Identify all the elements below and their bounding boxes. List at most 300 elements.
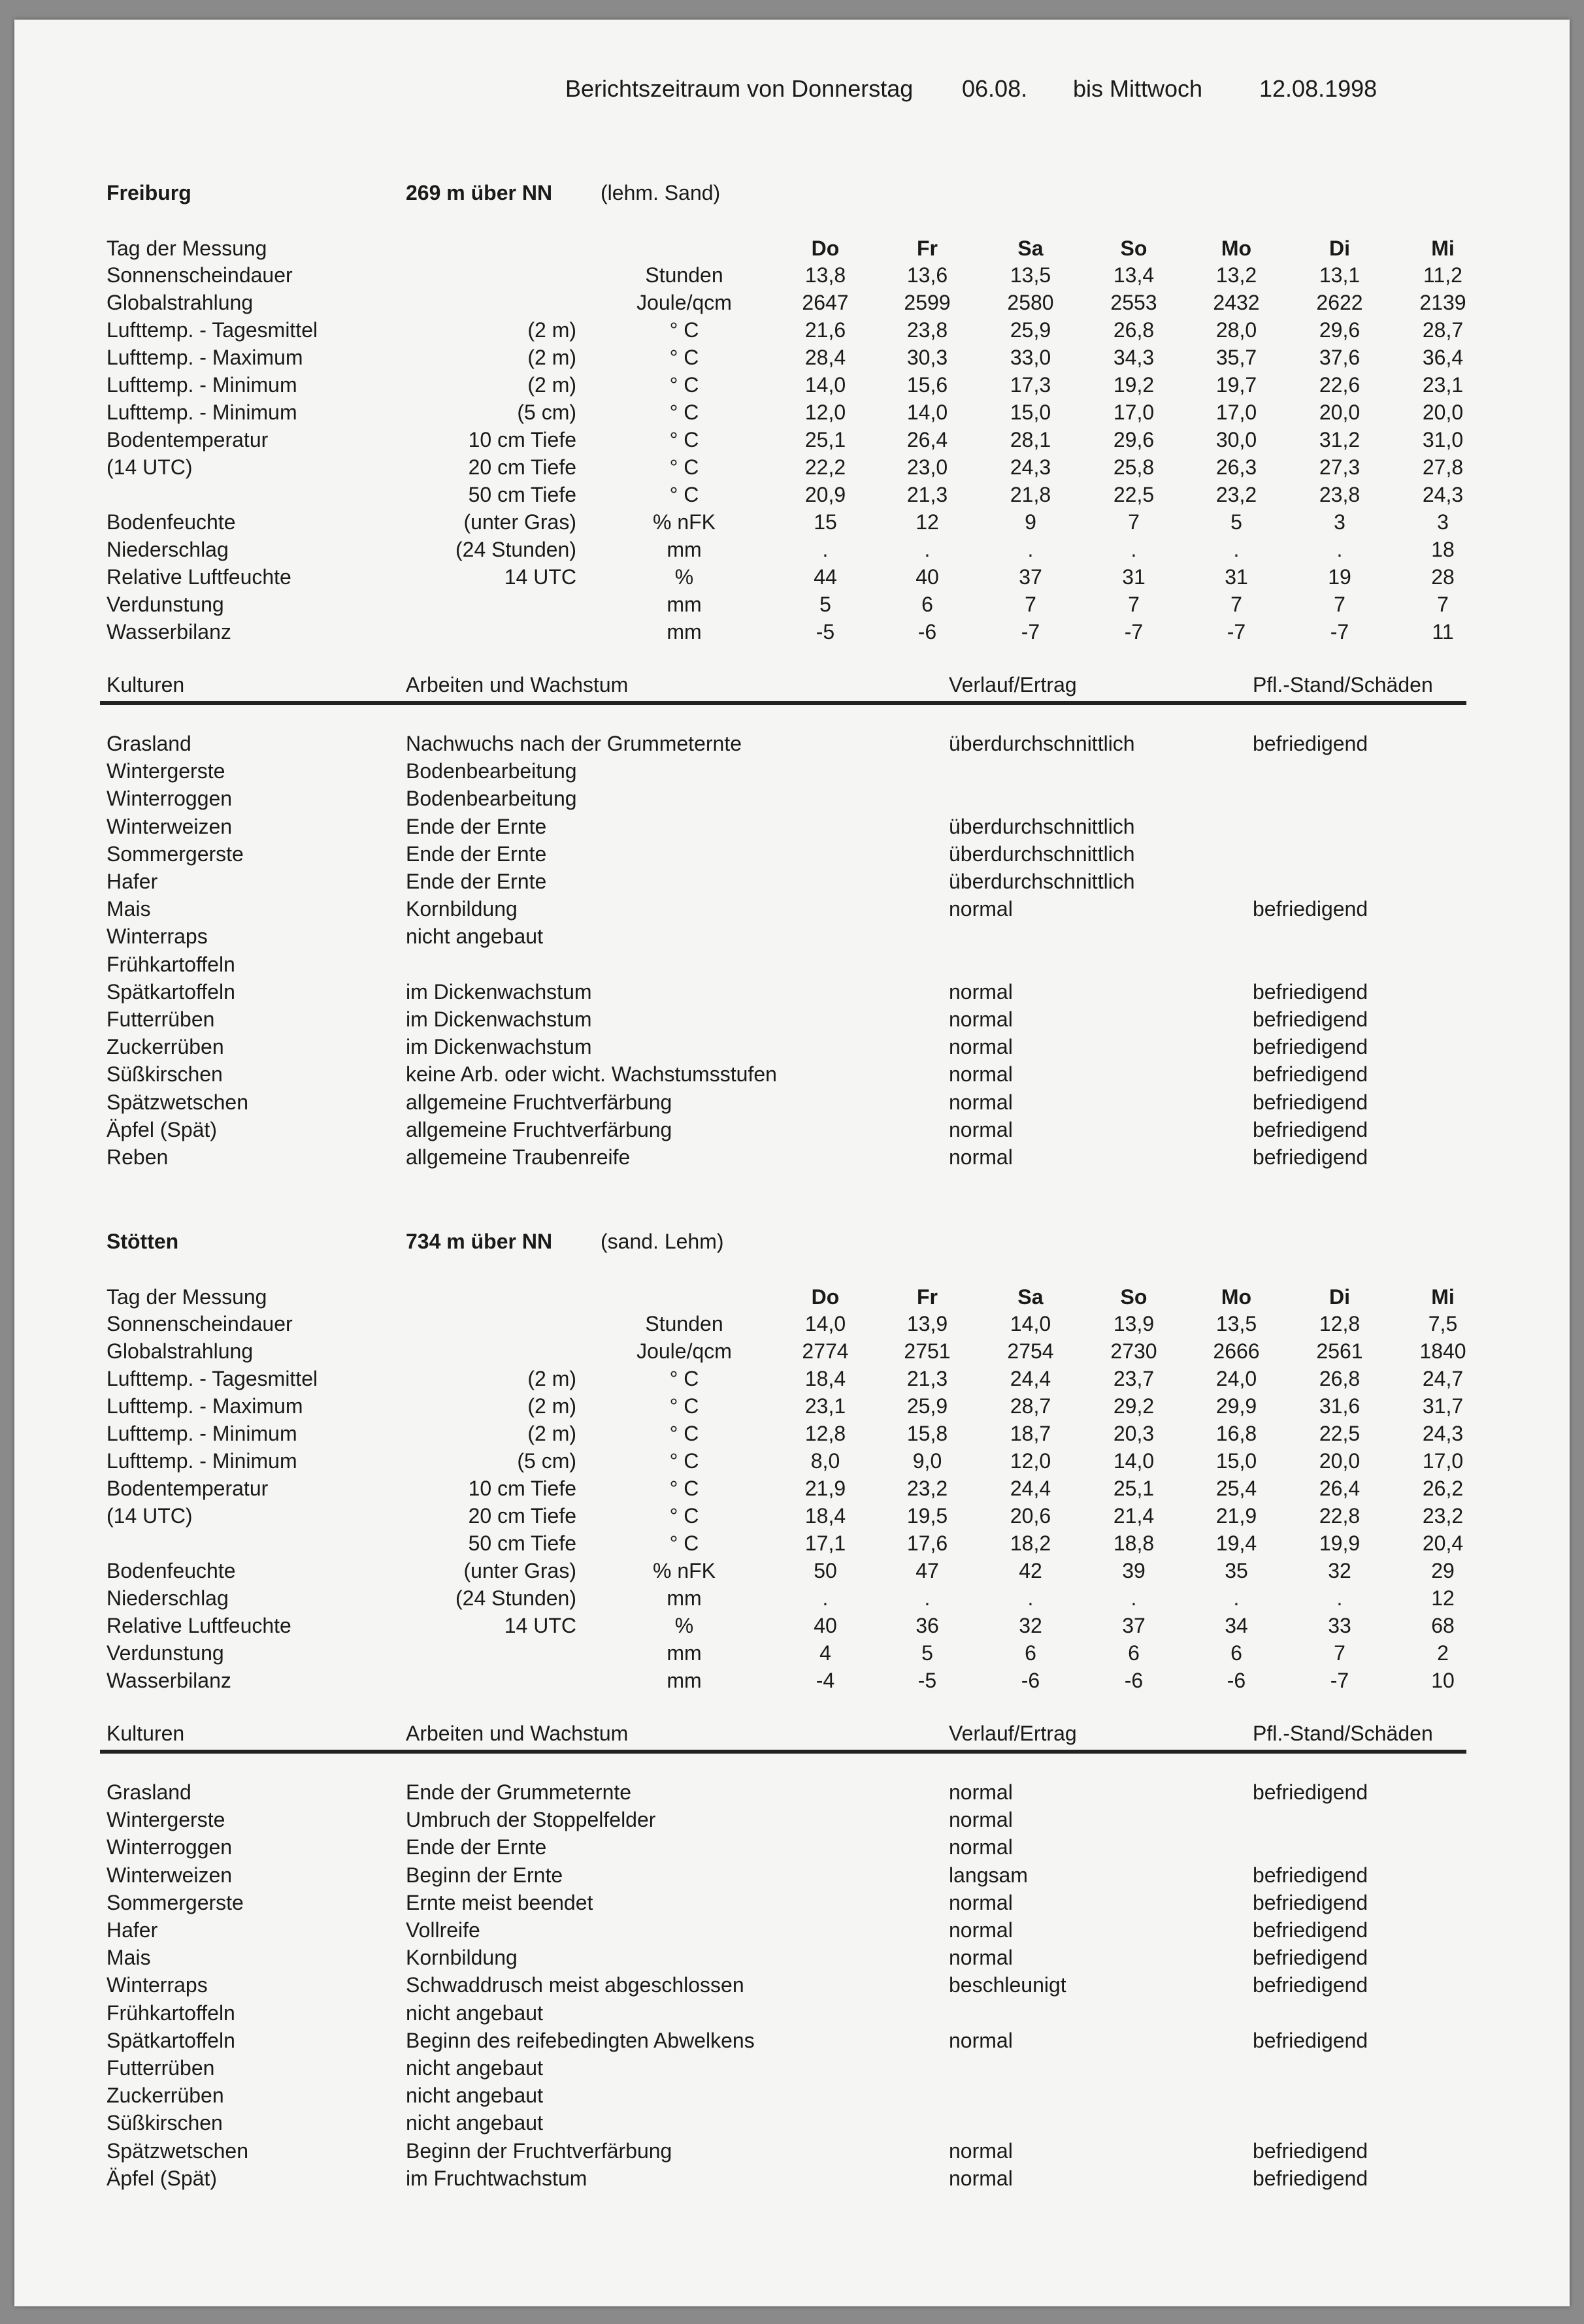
weather-value: 22,5	[1319, 1422, 1361, 1445]
crops-header-kulturen: Kulturen	[107, 673, 185, 696]
weather-value: -7	[1330, 1669, 1349, 1692]
weather-value: 12,0	[804, 401, 846, 424]
weather-row-unit: % nFK	[652, 1559, 716, 1582]
weather-value: 2774	[802, 1339, 849, 1363]
crop-name: Reben	[107, 1145, 169, 1169]
weather-value: 24,0	[1215, 1367, 1257, 1390]
weather-row-unit: ° C	[669, 1422, 699, 1445]
weather-row-sub: (24 Stunden)	[455, 1586, 576, 1610]
weather-value: -7	[1021, 620, 1040, 644]
weather-value: 19,7	[1215, 373, 1257, 397]
weather-value: 2	[1437, 1641, 1449, 1665]
weather-value: 13,1	[1319, 263, 1361, 287]
weather-value: -7	[1330, 620, 1349, 644]
weather-value: 2561	[1316, 1339, 1363, 1363]
weather-row-sub: (24 Stunden)	[455, 538, 576, 561]
crop-name: Spätkartoffeln	[107, 2028, 235, 2052]
weather-row-unit: ° C	[669, 1449, 699, 1473]
weather-row-unit: ° C	[669, 1504, 699, 1528]
weather-row-sub: (2 m)	[527, 373, 576, 397]
station-elevation: 269 m über NN	[406, 181, 553, 205]
day-header: Di	[1329, 237, 1350, 260]
crop-work: Ende der Ernte	[406, 870, 547, 893]
weather-row-label: Verdunstung	[107, 593, 224, 616]
weather-value: 24,4	[1010, 1367, 1051, 1390]
weather-value: -6	[1227, 1669, 1246, 1692]
end-label: bis Mittwoch	[1073, 75, 1203, 102]
weather-row-label: Niederschlag	[107, 538, 229, 561]
crop-work: im Dickenwachstum	[406, 1035, 592, 1059]
crop-name: Hafer	[107, 1918, 158, 1942]
weather-value: 24,4	[1010, 1477, 1051, 1500]
weather-value: .	[924, 1586, 931, 1610]
weather-value: 17,0	[1215, 401, 1257, 424]
station-name: Stötten	[107, 1230, 179, 1253]
weather-value: 22,2	[804, 455, 846, 479]
crop-name: Mais	[107, 897, 151, 921]
crop-state: befriedigend	[1253, 1890, 1368, 1914]
weather-value: 34,3	[1113, 346, 1155, 369]
station-freiburg	[14, 160, 1570, 1169]
weather-value: 23,1	[804, 1394, 846, 1418]
weather-row-unit: mm	[667, 1641, 702, 1665]
weather-value: 2139	[1419, 291, 1466, 314]
crop-work: im Dickenwachstum	[406, 979, 592, 1004]
weather-value: 18,8	[1113, 1531, 1155, 1555]
weather-value: 21,3	[906, 483, 948, 506]
day-header: Mo	[1221, 1285, 1252, 1309]
weather-value: 50	[814, 1559, 837, 1582]
crop-name: Äpfel (Spät)	[107, 1117, 217, 1141]
crop-course: überdurchschnittlich	[949, 814, 1135, 838]
weather-value: 2580	[1007, 291, 1054, 314]
weather-value: 27,8	[1422, 455, 1464, 479]
weather-value: 25,9	[906, 1394, 948, 1418]
crop-course: überdurchschnittlich	[949, 732, 1135, 755]
weather-value: -5	[917, 1669, 937, 1692]
weather-row-unit: ° C	[669, 1367, 699, 1390]
weather-value: 23,8	[906, 318, 948, 342]
weather-row-sub: 14 UTC	[504, 565, 576, 589]
weather-value: 21,4	[1113, 1504, 1155, 1528]
weather-row-unit: %	[674, 1614, 694, 1637]
weather-value: 8,0	[810, 1449, 840, 1473]
weather-row-unit: ° C	[669, 1477, 699, 1500]
weather-value: 20,4	[1422, 1531, 1464, 1555]
crop-state: befriedigend	[1253, 1973, 1368, 1997]
weather-value: 35	[1225, 1559, 1248, 1582]
crop-work: allgemeine Fruchtverfärbung	[406, 1117, 672, 1141]
weather-value: 40	[814, 1614, 837, 1637]
weather-row-label: Lufttemp. - Maximum	[107, 346, 303, 369]
weather-value: 28,7	[1010, 1394, 1051, 1418]
weather-value: 9,0	[912, 1449, 942, 1473]
crop-name: Wintergerste	[107, 1808, 225, 1832]
weather-value: 36,4	[1422, 346, 1464, 369]
day-header: Mi	[1431, 237, 1455, 260]
weather-row-unit: mm	[667, 593, 702, 616]
crop-work: nicht angebaut	[406, 2111, 543, 2135]
weather-value: 2599	[904, 291, 951, 314]
weather-value: 18,4	[804, 1367, 846, 1390]
weather-value: .	[1027, 538, 1034, 561]
weather-row-unit: mm	[667, 1586, 702, 1610]
weather-value: 23,1	[1422, 373, 1464, 397]
weather-row-label: (14 UTC)	[107, 455, 193, 479]
weather-value: 44	[814, 565, 837, 589]
crop-state: befriedigend	[1253, 1035, 1368, 1059]
crop-work: allgemeine Traubenreife	[406, 1145, 631, 1169]
weather-row-unit: Stunden	[645, 263, 723, 287]
weather-value: 28,4	[804, 346, 846, 369]
weather-row-sub: 20 cm Tiefe	[468, 1504, 576, 1528]
weather-value: 36	[916, 1614, 939, 1637]
crops-header-kulturen: Kulturen	[107, 1722, 185, 1745]
weather-row-unit: %	[674, 565, 694, 589]
station-stoetten	[14, 1209, 1570, 2215]
weather-value: .	[1130, 538, 1137, 561]
crop-course: normal	[949, 1835, 1013, 1859]
weather-row-label: Relative Luftfeuchte	[107, 565, 291, 589]
crop-name: Zuckerrüben	[107, 2084, 224, 2108]
weather-value: 21,8	[1010, 483, 1051, 506]
day-header: Do	[811, 237, 840, 260]
crop-state: befriedigend	[1253, 1918, 1368, 1942]
weather-value: 24,7	[1422, 1367, 1464, 1390]
weather-value: 21,9	[804, 1477, 846, 1500]
crop-work: Vollreife	[406, 1918, 480, 1942]
crop-name: Frühkartoffeln	[107, 2001, 235, 2025]
weather-row-unit: mm	[667, 1669, 702, 1692]
crop-course: normal	[949, 1890, 1013, 1914]
crop-work: im Dickenwachstum	[406, 1007, 592, 1031]
weather-row-sub: 14 UTC	[504, 1614, 576, 1637]
weather-value: 31	[1122, 565, 1146, 589]
weather-value: 42	[1019, 1559, 1042, 1582]
weather-row-label: Bodenfeuchte	[107, 1559, 236, 1582]
weather-value: 2622	[1316, 291, 1363, 314]
crop-work: Ende der Ernte	[406, 1835, 547, 1859]
weather-row-label: Sonnenscheindauer	[107, 1312, 293, 1335]
crops-header-verlauf: Verlauf/Ertrag	[949, 673, 1077, 696]
crop-state: befriedigend	[1253, 1145, 1368, 1169]
weather-row-label: Lufttemp. - Minimum	[107, 401, 297, 424]
weather-value: 21,9	[1215, 1504, 1257, 1528]
crop-name: Winterweizen	[107, 814, 233, 838]
weather-value: 14,0	[1010, 1312, 1051, 1335]
weather-value: 17,3	[1010, 373, 1051, 397]
weather-row-unit: Stunden	[645, 1312, 723, 1335]
weather-row-unit: ° C	[669, 373, 699, 397]
weather-value: 6	[921, 593, 933, 616]
weather-value: 2730	[1110, 1339, 1157, 1363]
crop-course: überdurchschnittlich	[949, 870, 1135, 893]
weather-value: 15,0	[1010, 401, 1051, 424]
weather-value: 26,8	[1113, 318, 1155, 342]
weather-value: -5	[816, 620, 835, 644]
crop-name: Zuckerrüben	[107, 1035, 224, 1059]
crop-course: normal	[949, 2028, 1013, 2052]
weather-value: 29,6	[1319, 318, 1361, 342]
crop-course: normal	[949, 1035, 1013, 1059]
weather-value: -6	[1124, 1669, 1144, 1692]
weather-row-unit: ° C	[669, 483, 699, 506]
weather-value: 30,3	[906, 346, 948, 369]
weather-value: 13,8	[804, 263, 846, 287]
weather-row-label: Lufttemp. - Tagesmittel	[107, 318, 318, 342]
weather-row-unit: % nFK	[652, 510, 716, 534]
weather-value: 23,2	[1215, 483, 1257, 506]
weather-value: 2751	[904, 1339, 951, 1363]
weather-value: 20,0	[1319, 401, 1361, 424]
weather-value: 35,7	[1215, 346, 1257, 369]
crop-course: normal	[949, 2166, 1013, 2190]
weather-value: 21,3	[906, 1367, 948, 1390]
weather-value: 22,5	[1113, 483, 1155, 506]
weather-value: 28	[1431, 565, 1455, 589]
weather-value: -7	[1124, 620, 1144, 644]
crop-name: Spätkartoffeln	[107, 979, 235, 1004]
weather-row-sub: (2 m)	[527, 318, 576, 342]
weather-value: 7	[1437, 593, 1449, 616]
day-header: Di	[1329, 1285, 1350, 1309]
weather-value: 25,1	[1113, 1477, 1155, 1500]
weather-row-sub: 10 cm Tiefe	[468, 1477, 576, 1500]
weather-value: 14,0	[1113, 1449, 1155, 1473]
weather-value: -7	[1227, 620, 1246, 644]
crop-state: befriedigend	[1253, 732, 1368, 755]
crop-work: Kornbildung	[406, 897, 518, 921]
weather-value: 13,9	[1113, 1312, 1155, 1335]
weather-row-label: (14 UTC)	[107, 1504, 193, 1528]
weather-value: .	[1130, 1586, 1137, 1610]
weather-value: -6	[917, 620, 937, 644]
crop-course: normal	[949, 1117, 1013, 1141]
weather-row-label: Lufttemp. - Minimum	[107, 1422, 297, 1445]
crop-work: Ende der Ernte	[406, 814, 547, 838]
crop-name: Spätzwetschen	[107, 1090, 249, 1114]
crop-state: befriedigend	[1253, 979, 1368, 1004]
weather-value: 29,2	[1113, 1394, 1155, 1418]
station-name: Freiburg	[107, 181, 191, 205]
day-header: Sa	[1017, 1285, 1044, 1309]
weather-value: 20,3	[1113, 1422, 1155, 1445]
weather-row-sub: (2 m)	[527, 1422, 576, 1445]
weather-row-label: Wasserbilanz	[107, 620, 231, 644]
weather-value: 39	[1122, 1559, 1146, 1582]
weather-value: -6	[1021, 1669, 1040, 1692]
weather-value: 19	[1328, 565, 1351, 589]
crop-course: normal	[949, 2138, 1013, 2163]
weather-row-unit: ° C	[669, 455, 699, 479]
weather-value: 12,8	[1319, 1312, 1361, 1335]
weather-value: 5	[1230, 510, 1242, 534]
weather-value: .	[1233, 1586, 1240, 1610]
weather-value: 24,3	[1010, 455, 1051, 479]
weather-value: 15,8	[906, 1422, 948, 1445]
weather-value: 32	[1019, 1614, 1042, 1637]
crop-course: normal	[949, 1007, 1013, 1031]
weather-value: 33	[1328, 1614, 1351, 1637]
weather-value: .	[1027, 1586, 1034, 1610]
crop-work: allgemeine Fruchtverfärbung	[406, 1090, 672, 1114]
weather-value: 22,8	[1319, 1504, 1361, 1528]
weather-value: 22,6	[1319, 373, 1361, 397]
crop-work: Nachwuchs nach der Grummeternte	[406, 732, 742, 755]
days-label: Tag der Messung	[107, 1285, 267, 1309]
crop-state: befriedigend	[1253, 1117, 1368, 1141]
weather-value: 25,9	[1010, 318, 1051, 342]
weather-value: 7	[1334, 593, 1345, 616]
crop-course: überdurchschnittlich	[949, 842, 1135, 866]
weather-value: 13,5	[1215, 1312, 1257, 1335]
weather-value: 11,2	[1423, 263, 1462, 287]
weather-value: 7	[1025, 593, 1036, 616]
weather-value: 28,0	[1215, 318, 1257, 342]
weather-value: 12,8	[804, 1422, 846, 1445]
crops-header-rule	[100, 1750, 1466, 1754]
crop-course: normal	[949, 979, 1013, 1004]
crop-work: Umbruch der Stoppelfelder	[406, 1808, 656, 1832]
weather-row-label: Lufttemp. - Minimum	[107, 373, 297, 397]
crop-work: Beginn der Fruchtverfärbung	[406, 2138, 672, 2163]
weather-value: 2432	[1213, 291, 1260, 314]
weather-value: 17,0	[1422, 1449, 1464, 1473]
day-header: Mi	[1431, 1285, 1455, 1309]
weather-row-label: Bodenfeuchte	[107, 510, 236, 534]
crops-header-rule	[100, 701, 1466, 705]
crop-name: Sommergerste	[107, 1890, 244, 1914]
weather-row-unit: ° C	[669, 318, 699, 342]
crop-state: befriedigend	[1253, 1007, 1368, 1031]
weather-value: 37	[1019, 565, 1042, 589]
weather-value: 14,0	[804, 373, 846, 397]
weather-row-sub: (unter Gras)	[463, 510, 576, 534]
crop-state: befriedigend	[1253, 897, 1368, 921]
weather-value: 23,2	[1422, 1504, 1464, 1528]
weather-value: .	[1336, 1586, 1343, 1610]
weather-value: 31,6	[1319, 1394, 1361, 1418]
weather-row-label: Verdunstung	[107, 1641, 224, 1665]
crop-name: Süßkirschen	[107, 2111, 223, 2135]
crop-course: normal	[949, 1808, 1013, 1832]
weather-value: 31,2	[1319, 428, 1361, 451]
weather-value: 13,2	[1215, 263, 1257, 287]
weather-value: 25,1	[804, 428, 846, 451]
weather-value: 12	[1431, 1586, 1455, 1610]
crop-state: befriedigend	[1253, 1863, 1368, 1887]
weather-value: 32	[1328, 1559, 1351, 1582]
weather-value: 4	[819, 1641, 831, 1665]
weather-row-label: Relative Luftfeuchte	[107, 1614, 291, 1637]
weather-row-sub: 50 cm Tiefe	[468, 483, 576, 506]
weather-value: 21,6	[804, 318, 846, 342]
weather-row-unit: ° C	[669, 346, 699, 369]
weather-value: .	[822, 538, 829, 561]
report-page	[14, 20, 1570, 2306]
crop-work: Beginn der Ernte	[406, 1863, 563, 1887]
crop-course: langsam	[949, 1863, 1028, 1887]
weather-value: 28,1	[1010, 428, 1051, 451]
weather-value: 7	[1230, 593, 1242, 616]
weather-value: 26,8	[1319, 1367, 1361, 1390]
crop-course: normal	[949, 1090, 1013, 1114]
crop-name: Mais	[107, 1946, 151, 1970]
weather-row-sub: (5 cm)	[517, 401, 576, 424]
weather-row-sub: (2 m)	[527, 1367, 576, 1390]
weather-value: 2553	[1110, 291, 1157, 314]
weather-row-unit: ° C	[669, 1531, 699, 1555]
weather-row-sub: (5 cm)	[517, 1449, 576, 1473]
weather-value: 13,6	[906, 263, 948, 287]
crop-work: Schwaddrusch meist abgeschlossen	[406, 1973, 744, 1997]
weather-row-sub: (2 m)	[527, 1394, 576, 1418]
crop-name: Futterrüben	[107, 2056, 215, 2080]
weather-row-label: Lufttemp. - Minimum	[107, 1449, 297, 1473]
weather-value: 2647	[802, 291, 849, 314]
crops-header-stand: Pfl.-Stand/Schäden	[1253, 1722, 1433, 1745]
crop-work: nicht angebaut	[406, 2056, 543, 2080]
weather-value: 14,0	[804, 1312, 846, 1335]
weather-value: 31,7	[1422, 1394, 1464, 1418]
weather-value: 13,4	[1113, 263, 1155, 287]
weather-row-sub: (unter Gras)	[463, 1559, 576, 1582]
weather-value: 5	[819, 593, 831, 616]
crop-name: Winterroggen	[107, 787, 233, 811]
weather-value: 33,0	[1010, 346, 1051, 369]
crop-name: Winterraps	[107, 925, 208, 949]
weather-value: .	[1233, 538, 1240, 561]
weather-row-label: Niederschlag	[107, 1586, 229, 1610]
crop-course: normal	[949, 1918, 1013, 1942]
day-header: So	[1120, 237, 1147, 260]
day-header: Fr	[917, 237, 938, 260]
weather-value: 9	[1025, 510, 1036, 534]
crops-header-verlauf: Verlauf/Ertrag	[949, 1722, 1077, 1745]
crop-course: normal	[949, 1780, 1013, 1804]
day-header: Fr	[917, 1285, 938, 1309]
weather-value: 29,6	[1113, 428, 1155, 451]
weather-row-label: Lufttemp. - Maximum	[107, 1394, 303, 1418]
crop-name: Äpfel (Spät)	[107, 2166, 217, 2190]
day-header: Mo	[1221, 237, 1252, 260]
weather-value: 18,2	[1010, 1531, 1051, 1555]
crop-course: normal	[949, 1062, 1013, 1087]
weather-value: 23,7	[1113, 1367, 1155, 1390]
crop-name: Grasland	[107, 732, 191, 755]
crop-name: Winterroggen	[107, 1835, 233, 1859]
crop-name: Wintergerste	[107, 759, 225, 783]
weather-row-unit: mm	[667, 620, 702, 644]
weather-value: 40	[916, 565, 939, 589]
crop-state: befriedigend	[1253, 2028, 1368, 2052]
weather-value: 19,5	[906, 1504, 948, 1528]
weather-value: 19,2	[1113, 373, 1155, 397]
crop-course: normal	[949, 1145, 1013, 1169]
weather-value: 6	[1230, 1641, 1242, 1665]
weather-value: 20,0	[1422, 401, 1464, 424]
weather-value: 37	[1122, 1614, 1146, 1637]
weather-value: 7,5	[1428, 1312, 1458, 1335]
crop-work: nicht angebaut	[406, 2001, 543, 2025]
weather-value: 28,7	[1422, 318, 1464, 342]
weather-value: .	[822, 1586, 829, 1610]
crop-name: Frühkartoffeln	[107, 952, 235, 976]
weather-value: 18,4	[804, 1504, 846, 1528]
start-date: 06.08.	[962, 75, 1028, 102]
weather-row-label: Bodentemperatur	[107, 428, 269, 451]
weather-value: 15	[814, 510, 837, 534]
